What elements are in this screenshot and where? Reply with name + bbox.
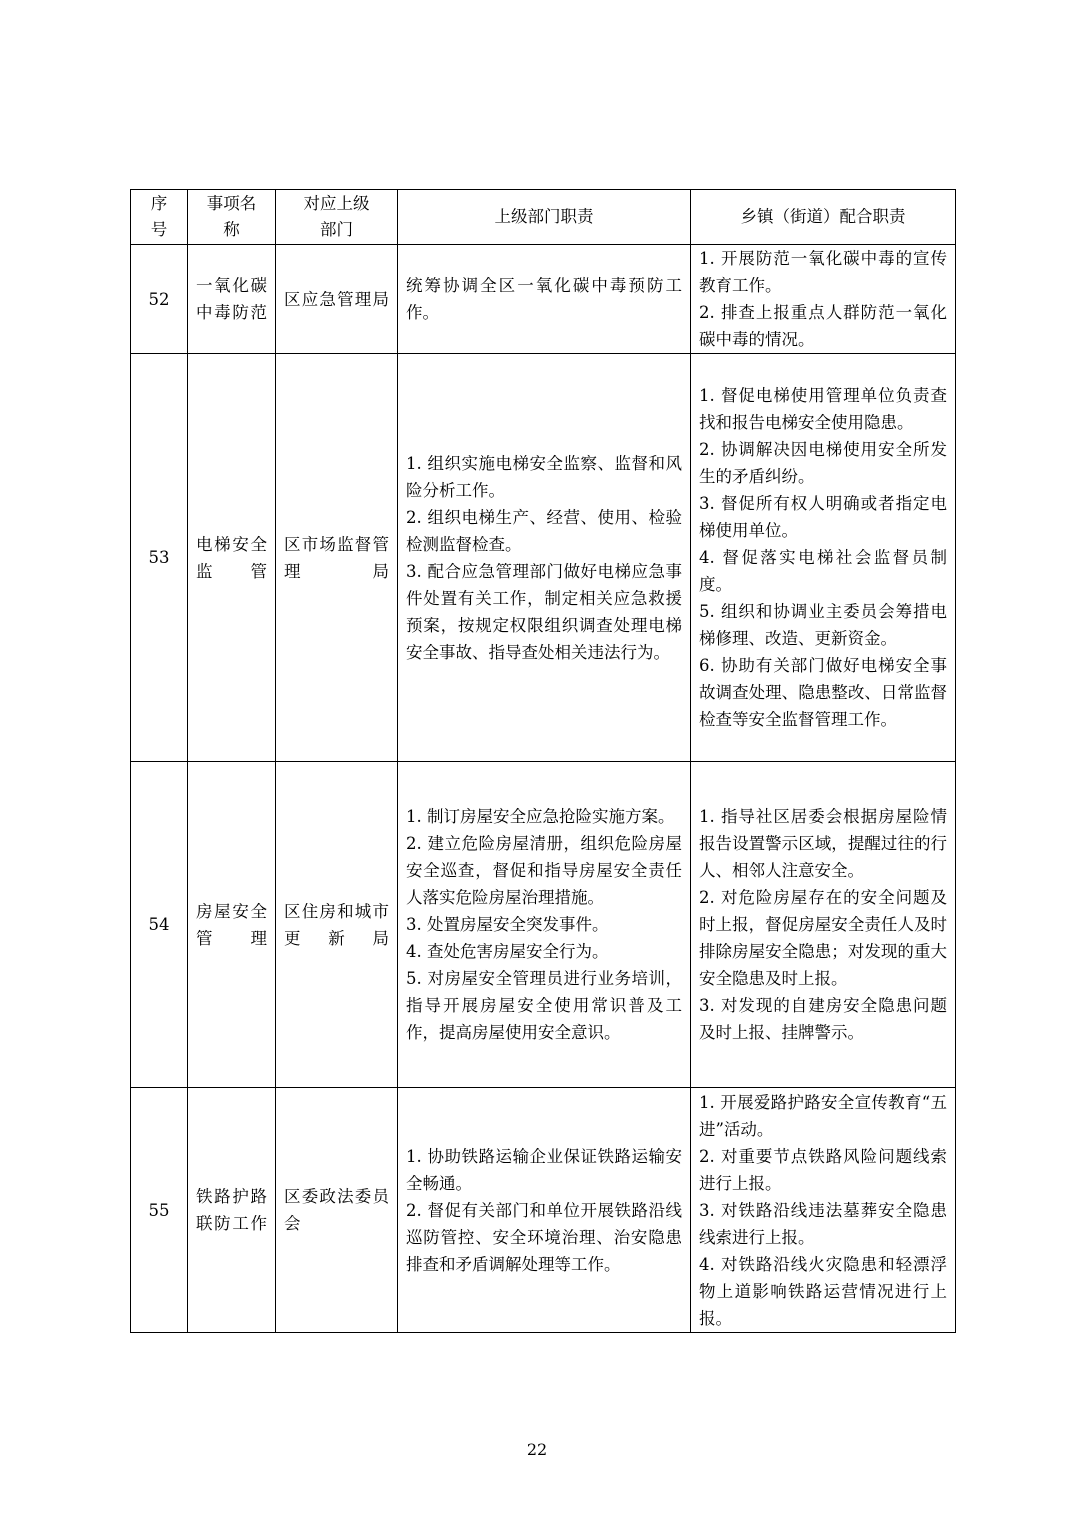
header-dept: 对应上级部门 [276,190,398,245]
town-duty-item: 4. 督促落实电梯社会监督员制度。 [699,548,947,594]
town-duty-item: 1. 督促电梯使用管理单位负责查找和报告电梯安全使用隐患。 [699,386,947,432]
town-duties [691,245,956,354]
superior-duty-item: 1. 组织实施电梯安全监察、监督和风险分析工作。 [406,453,682,500]
item-number: 53 [131,354,188,762]
town-duties [691,762,956,1088]
item-number: 54 [131,762,188,1088]
town-duty-item: 1. 开展爱路护路安全宣传教育“五进”活动。 [699,1092,947,1139]
superior-department: 区住房和城市更新局 [276,762,398,1088]
table-row [131,354,956,762]
town-duty-item: 3. 督促所有权人明确或者指定电梯使用单位。 [699,494,947,540]
superior-duty-item: 3. 配合应急管理部门做好电梯应急事件处置有关工作，制定相关应急救援预案，按规定权限组织调查处理电梯安全事故、指导查处相关违法行为。 [406,561,682,662]
town-duties [691,354,956,762]
superior-duties [398,245,691,354]
item-name: 铁路护路联防工作 [188,1088,276,1333]
town-duty-item: 5. 组织和协调业主委员会筹措电梯修理、改造、更新资金。 [699,602,947,648]
table-row [131,762,956,1088]
superior-department: 区应急管理局 [276,245,398,354]
town-duty-item: 6. 协助有关部门做好电梯安全事故调查处理、隐患整改、日常监督检查等安全监督管理工作。 [699,656,947,729]
table-header-row [131,190,956,245]
superior-duty-item: 2. 督促有关部门和单位开展铁路沿线巡防管控、安全环境治理、治安隐患排查和矛盾调解处理等工作。 [406,1200,682,1274]
header-upper: 上级部门职责 [398,190,691,245]
table-row [131,1088,956,1333]
superior-duties [398,1088,691,1333]
superior-duty-item: 2. 建立危险房屋清册，组织危险房屋安全巡查，督促和指导房屋安全责任人落实危险房屋治理措施。 [406,834,682,907]
superior-duty-item: 2. 组织电梯生产、经营、使用、检验检测监督检查。 [406,507,682,554]
town-duty-item: 2. 协调解决因电梯使用安全所发生的矛盾纠纷。 [699,440,947,486]
town-duty-item: 3. 对发现的自建房安全隐患问题及时上报、挂牌警示。 [699,996,947,1042]
duties-table [130,189,956,1333]
page-number: 22 [526,1440,548,1459]
superior-department: 区市场监督管理局 [276,354,398,762]
town-duty-item: 1. 开展防范一氧化碳中毒的宣传教育工作。 [699,249,947,295]
superior-department: 区委政法委员会 [276,1088,398,1333]
superior-duty-item: 5. 对房屋安全管理员进行业务培训，指导开展房屋安全使用常识普及工作，提高房屋使用安全意识。 [406,969,682,1042]
item-number: 55 [131,1088,188,1333]
town-duty-item: 4. 对铁路沿线火灾隐患和轻漂浮物上道影响铁路运营情况进行上报。 [699,1254,947,1328]
header-name: 事项名称 [188,190,276,245]
item-number: 52 [131,245,188,354]
superior-duty-item: 4. 查处危害房屋安全行为。 [406,942,609,961]
town-duty-item: 1. 指导社区居委会根据房屋险情报告设置警示区域，提醒过往的行人、相邻人注意安全。 [699,807,947,880]
town-duty-item: 2. 对重要节点铁路风险问题线索进行上报。 [699,1146,947,1193]
superior-duties [398,762,691,1088]
header-town: 乡镇（街道）配合职责 [691,190,956,245]
superior-duties [398,354,691,762]
town-duties [691,1088,956,1333]
table-row [131,245,956,354]
header-no: 序号 [131,190,188,245]
item-name: 一氧化碳中毒防范 [188,245,276,354]
town-duty-item: 2. 排查上报重点人群防范一氧化碳中毒的情况。 [699,303,947,349]
town-duty-item: 2. 对危险房屋存在的安全问题及时上报，督促房屋安全责任人及时排除房屋安全隐患；对发现的重大安全隐患及时上报。 [699,888,947,988]
item-name: 电梯安全监管 [188,354,276,762]
superior-duty-item: 3. 处置房屋安全突发事件。 [406,915,609,934]
superior-duty-item: 1. 制订房屋安全应急抢险实施方案。 [406,807,675,826]
item-name: 房屋安全管理 [188,762,276,1088]
town-duty-item: 3. 对铁路沿线违法墓葬安全隐患线索进行上报。 [699,1200,947,1247]
superior-duty-item: 1. 协助铁路运输企业保证铁路运输安全畅通。 [406,1146,682,1193]
superior-duty-item: 统筹协调全区一氧化碳中毒预防工作。 [406,276,682,322]
